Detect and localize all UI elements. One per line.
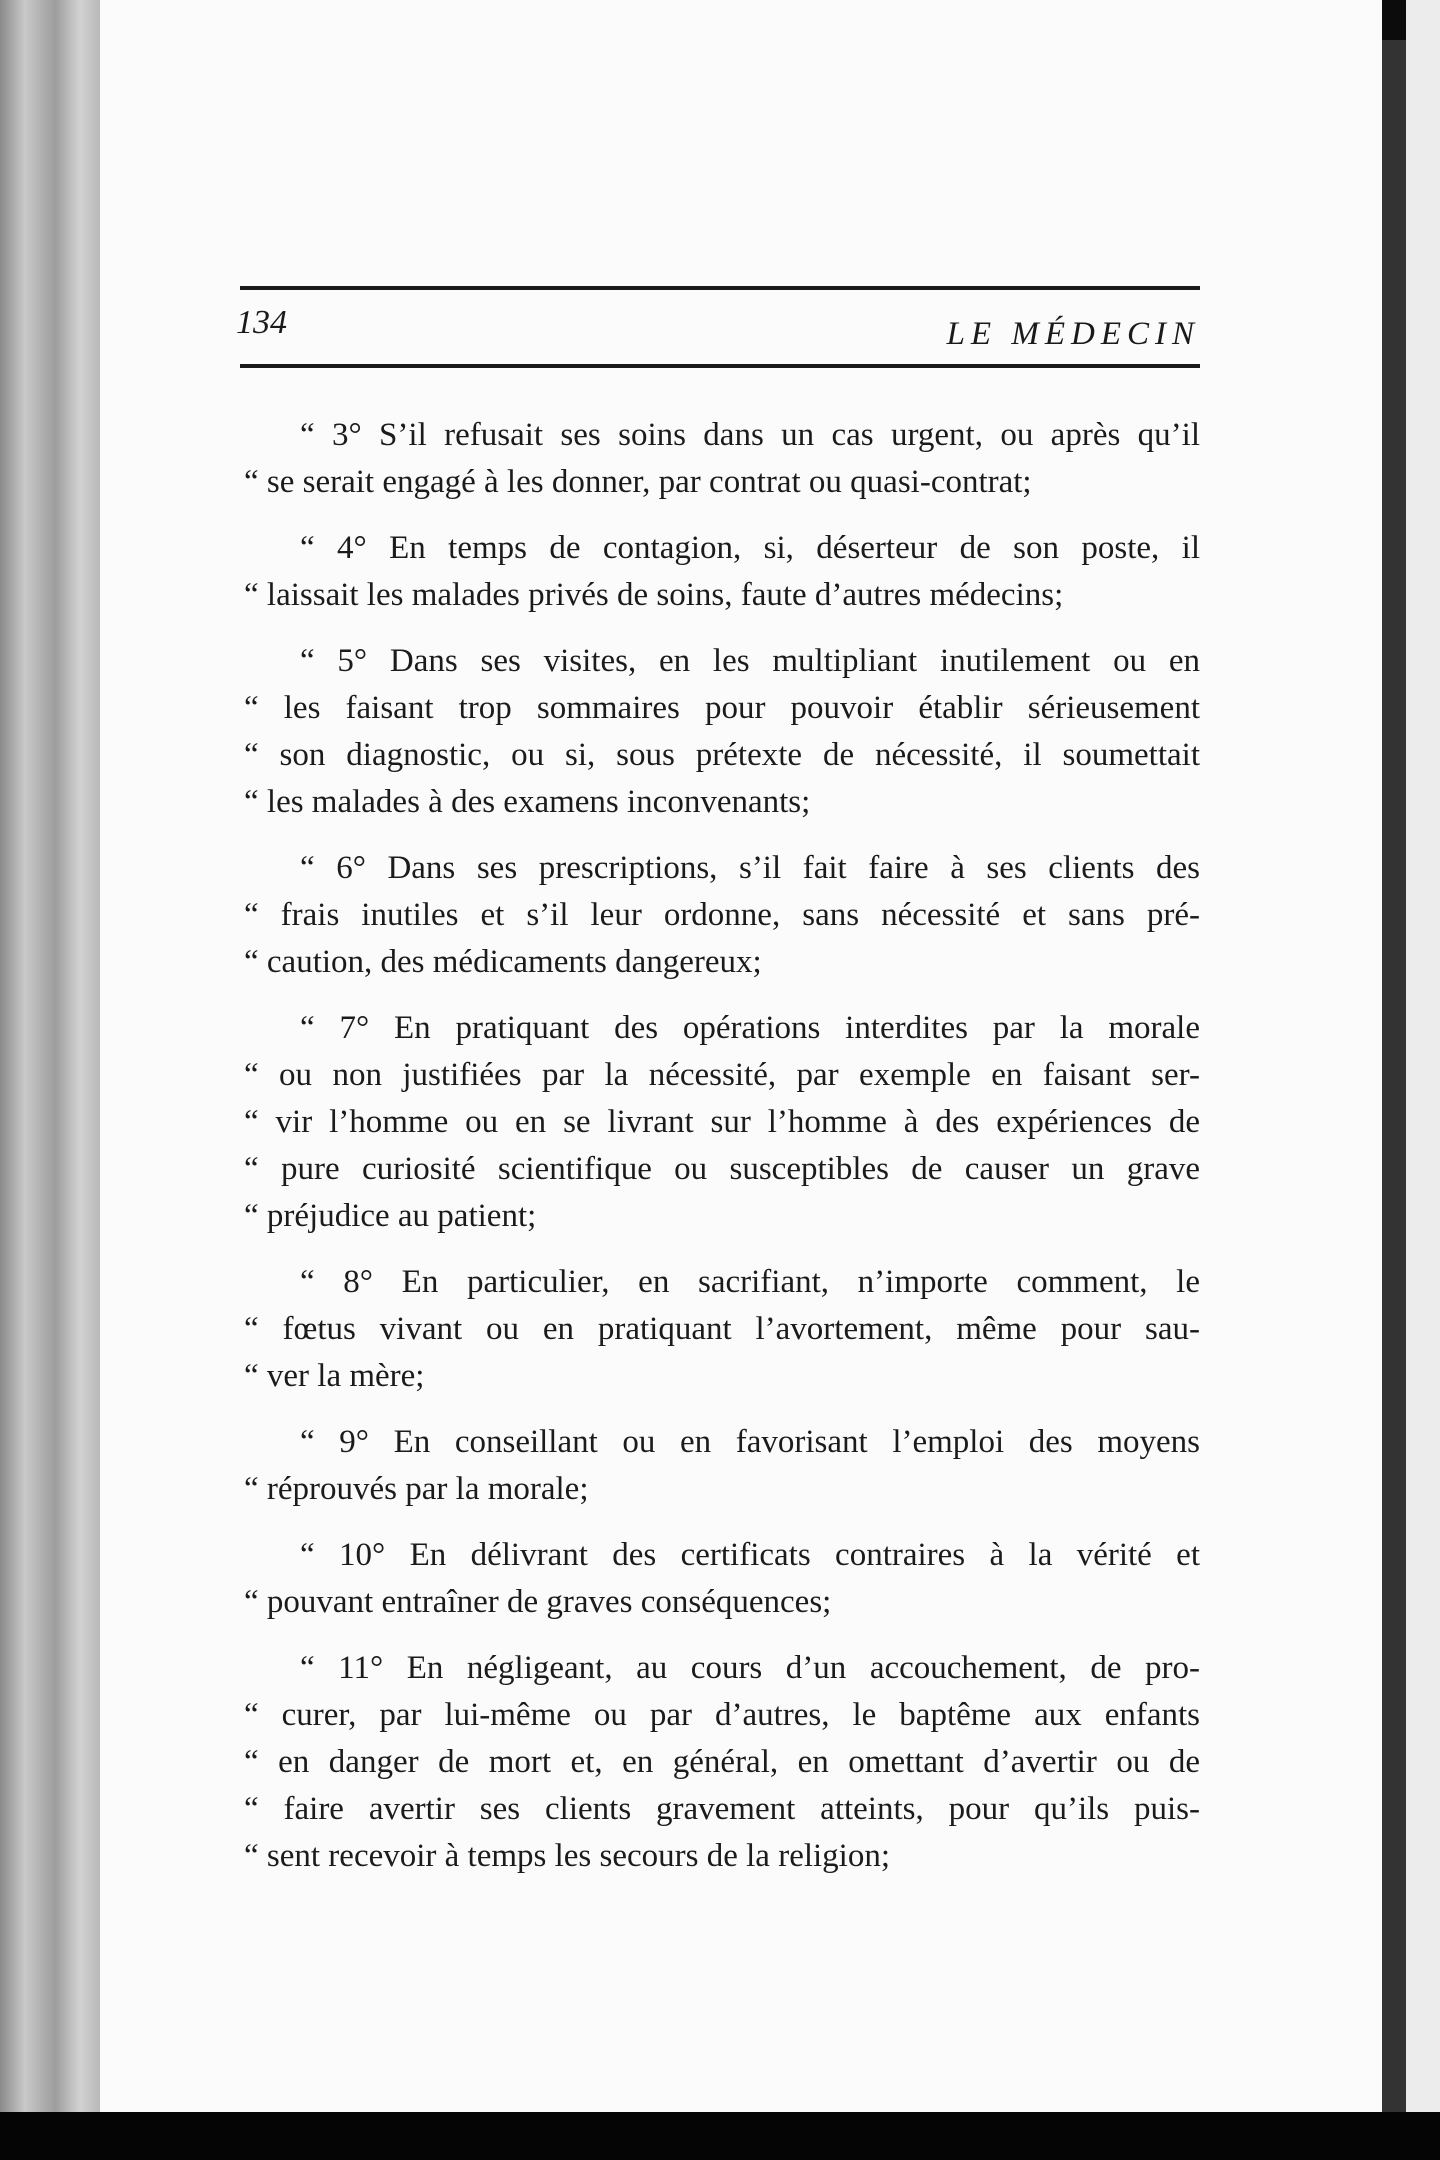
text-line: “ 8° En particulier, en sacrifiant, n’importe comment, le — [300, 1264, 1200, 1300]
text-line: “ laissait les malades privés de soins, faute d’autres médecins; — [244, 577, 1064, 613]
scan-left-edge — [0, 0, 100, 2112]
running-head: LE MÉDECIN — [946, 316, 1200, 352]
scan-right-shadow — [1382, 40, 1406, 2112]
text-line: “ sent recevoir à temps les secours de la religion; — [244, 1838, 891, 1874]
article-item — [224, 845, 1200, 986]
text-line: “ en danger de mort et, en général, en omettant d’avertir ou de — [244, 1744, 1200, 1780]
header-rule-top — [240, 286, 1200, 290]
text-line: “ pouvant entraîner de graves conséquences; — [244, 1584, 832, 1620]
body-text — [224, 412, 1200, 1899]
text-line: “ 9° En conseillant ou en favorisant l’emploi des moyens — [300, 1424, 1200, 1460]
article-item — [224, 1645, 1200, 1880]
text-line: “ se serait engagé à les donner, par contrat ou quasi-contrat; — [244, 464, 1032, 500]
article-item — [224, 1419, 1200, 1513]
article-item — [224, 1005, 1200, 1240]
article-item — [224, 638, 1200, 826]
text-line: “ préjudice au patient; — [244, 1198, 537, 1234]
scan-right-edge — [1406, 0, 1440, 2112]
text-line: “ caution, des médicaments dangereux; — [244, 944, 762, 980]
text-line: “ pure curiosité scientifique ou susceptibles de causer un grave — [244, 1151, 1200, 1187]
text-line: “ les faisant trop sommaires pour pouvoir établir sérieusement — [244, 690, 1200, 726]
text-line: “ vir l’homme ou en se livrant sur l’homme à des expériences de — [244, 1104, 1200, 1140]
text-line: “ réprouvés par la morale; — [244, 1471, 589, 1507]
text-line: “ 3° S’il refusait ses soins dans un cas urgent, ou après qu’il — [300, 417, 1200, 453]
text-line: “ fœtus vivant ou en pratiquant l’avortement, même pour sau- — [244, 1311, 1200, 1347]
text-line: “ 6° Dans ses prescriptions, s’il fait faire à ses clients des — [300, 850, 1200, 886]
text-line: “ curer, par lui-même ou par d’autres, le baptême aux enfants — [244, 1697, 1200, 1733]
text-line: “ son diagnostic, ou si, sous prétexte de nécessité, il soumettait — [244, 737, 1200, 773]
text-line: “ ver la mère; — [244, 1358, 425, 1394]
article-item — [224, 525, 1200, 619]
article-item — [224, 412, 1200, 506]
text-line: “ frais inutiles et s’il leur ordonne, sans nécessité et sans pré- — [244, 897, 1200, 933]
page-number: 134 — [236, 304, 287, 341]
header-rule-bottom — [240, 364, 1200, 368]
text-line: “ 10° En délivrant des certificats contraires à la vérité et — [300, 1537, 1200, 1573]
text-line: “ 7° En pratiquant des opérations interdites par la morale — [300, 1010, 1200, 1046]
text-line: “ ou non justifiées par la nécessité, par exemple en faisant ser- — [244, 1057, 1200, 1093]
text-line: “ les malades à des examens inconvenants; — [244, 784, 811, 820]
text-line: “ 5° Dans ses visites, en les multipliant inutilement ou en — [300, 643, 1200, 679]
text-line: “ faire avertir ses clients gravement atteints, pour qu’ils puis- — [244, 1791, 1200, 1827]
article-item — [224, 1259, 1200, 1400]
scan-bottom-edge — [0, 2112, 1440, 2160]
article-item — [224, 1532, 1200, 1626]
text-line: “ 11° En négligeant, au cours d’un accouchement, de pro- — [300, 1650, 1200, 1686]
text-line: “ 4° En temps de contagion, si, déserteur de son poste, il — [300, 530, 1200, 566]
